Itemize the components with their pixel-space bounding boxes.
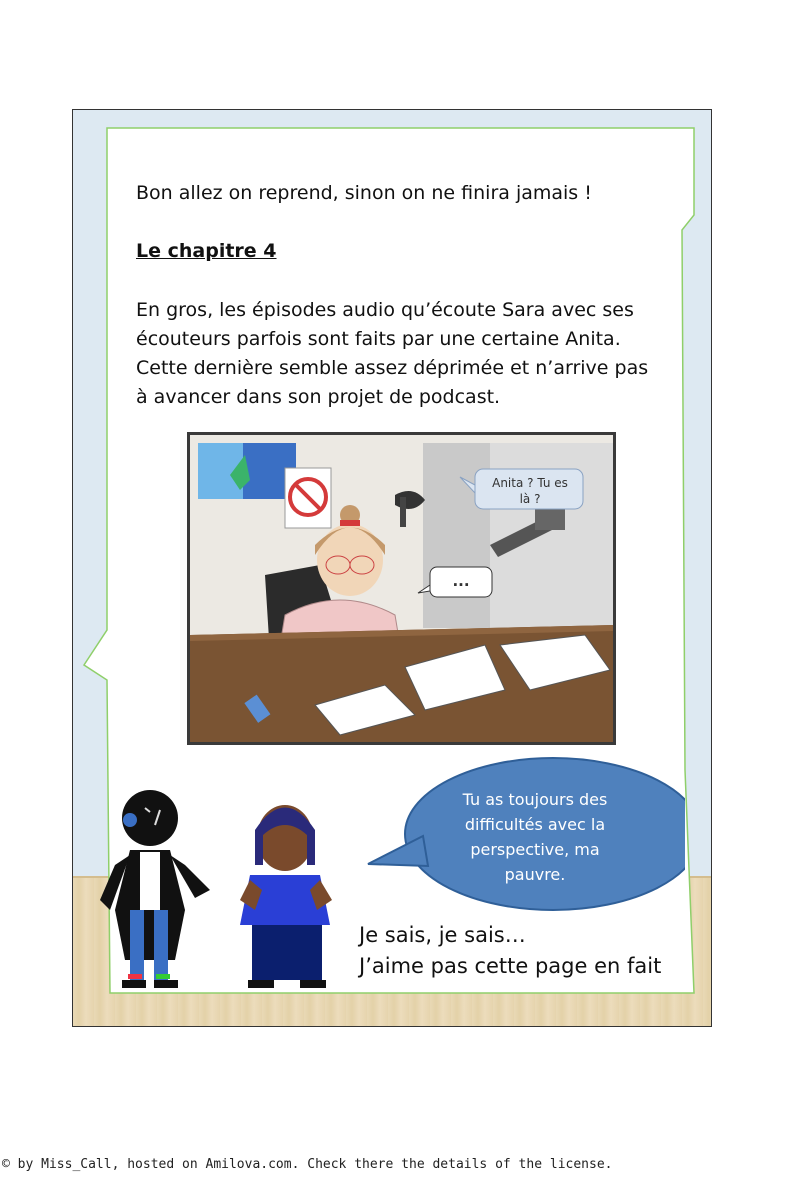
chapter-title: Le chapitre 4 <box>136 240 277 262</box>
panel-bubble-question: Anita ? Tu es là ? <box>492 476 568 506</box>
panel-bubble-silence: ... <box>452 572 470 590</box>
copyright-notice: © by Miss_Call, hosted on Amilova.com. Check there the details of the license. <box>2 1157 613 1172</box>
chapter-paragraph <box>136 296 656 412</box>
intro-text: Bon allez on reprend, sinon on ne finira jamais ! <box>136 182 592 204</box>
paragraph-line: à avancer dans son projet de podcast. <box>136 386 501 408</box>
paragraph-line: Cette dernière semble assez déprimée et n’arrive pas <box>136 357 649 379</box>
speech-bubble-text: Tu as toujours des difficultés avec la perspective, ma pauvre. <box>462 790 608 884</box>
paragraph-line: En gros, les épisodes audio qu’écoute Sara avec ses <box>136 299 634 321</box>
paragraph-line: écouteurs parfois sont faits par une certaine Anita. <box>136 328 621 350</box>
characters-illustration <box>100 780 350 995</box>
comic-panel <box>187 432 616 745</box>
reply-text: Je sais, je sais… J’aime pas cette page en fait <box>359 923 662 978</box>
